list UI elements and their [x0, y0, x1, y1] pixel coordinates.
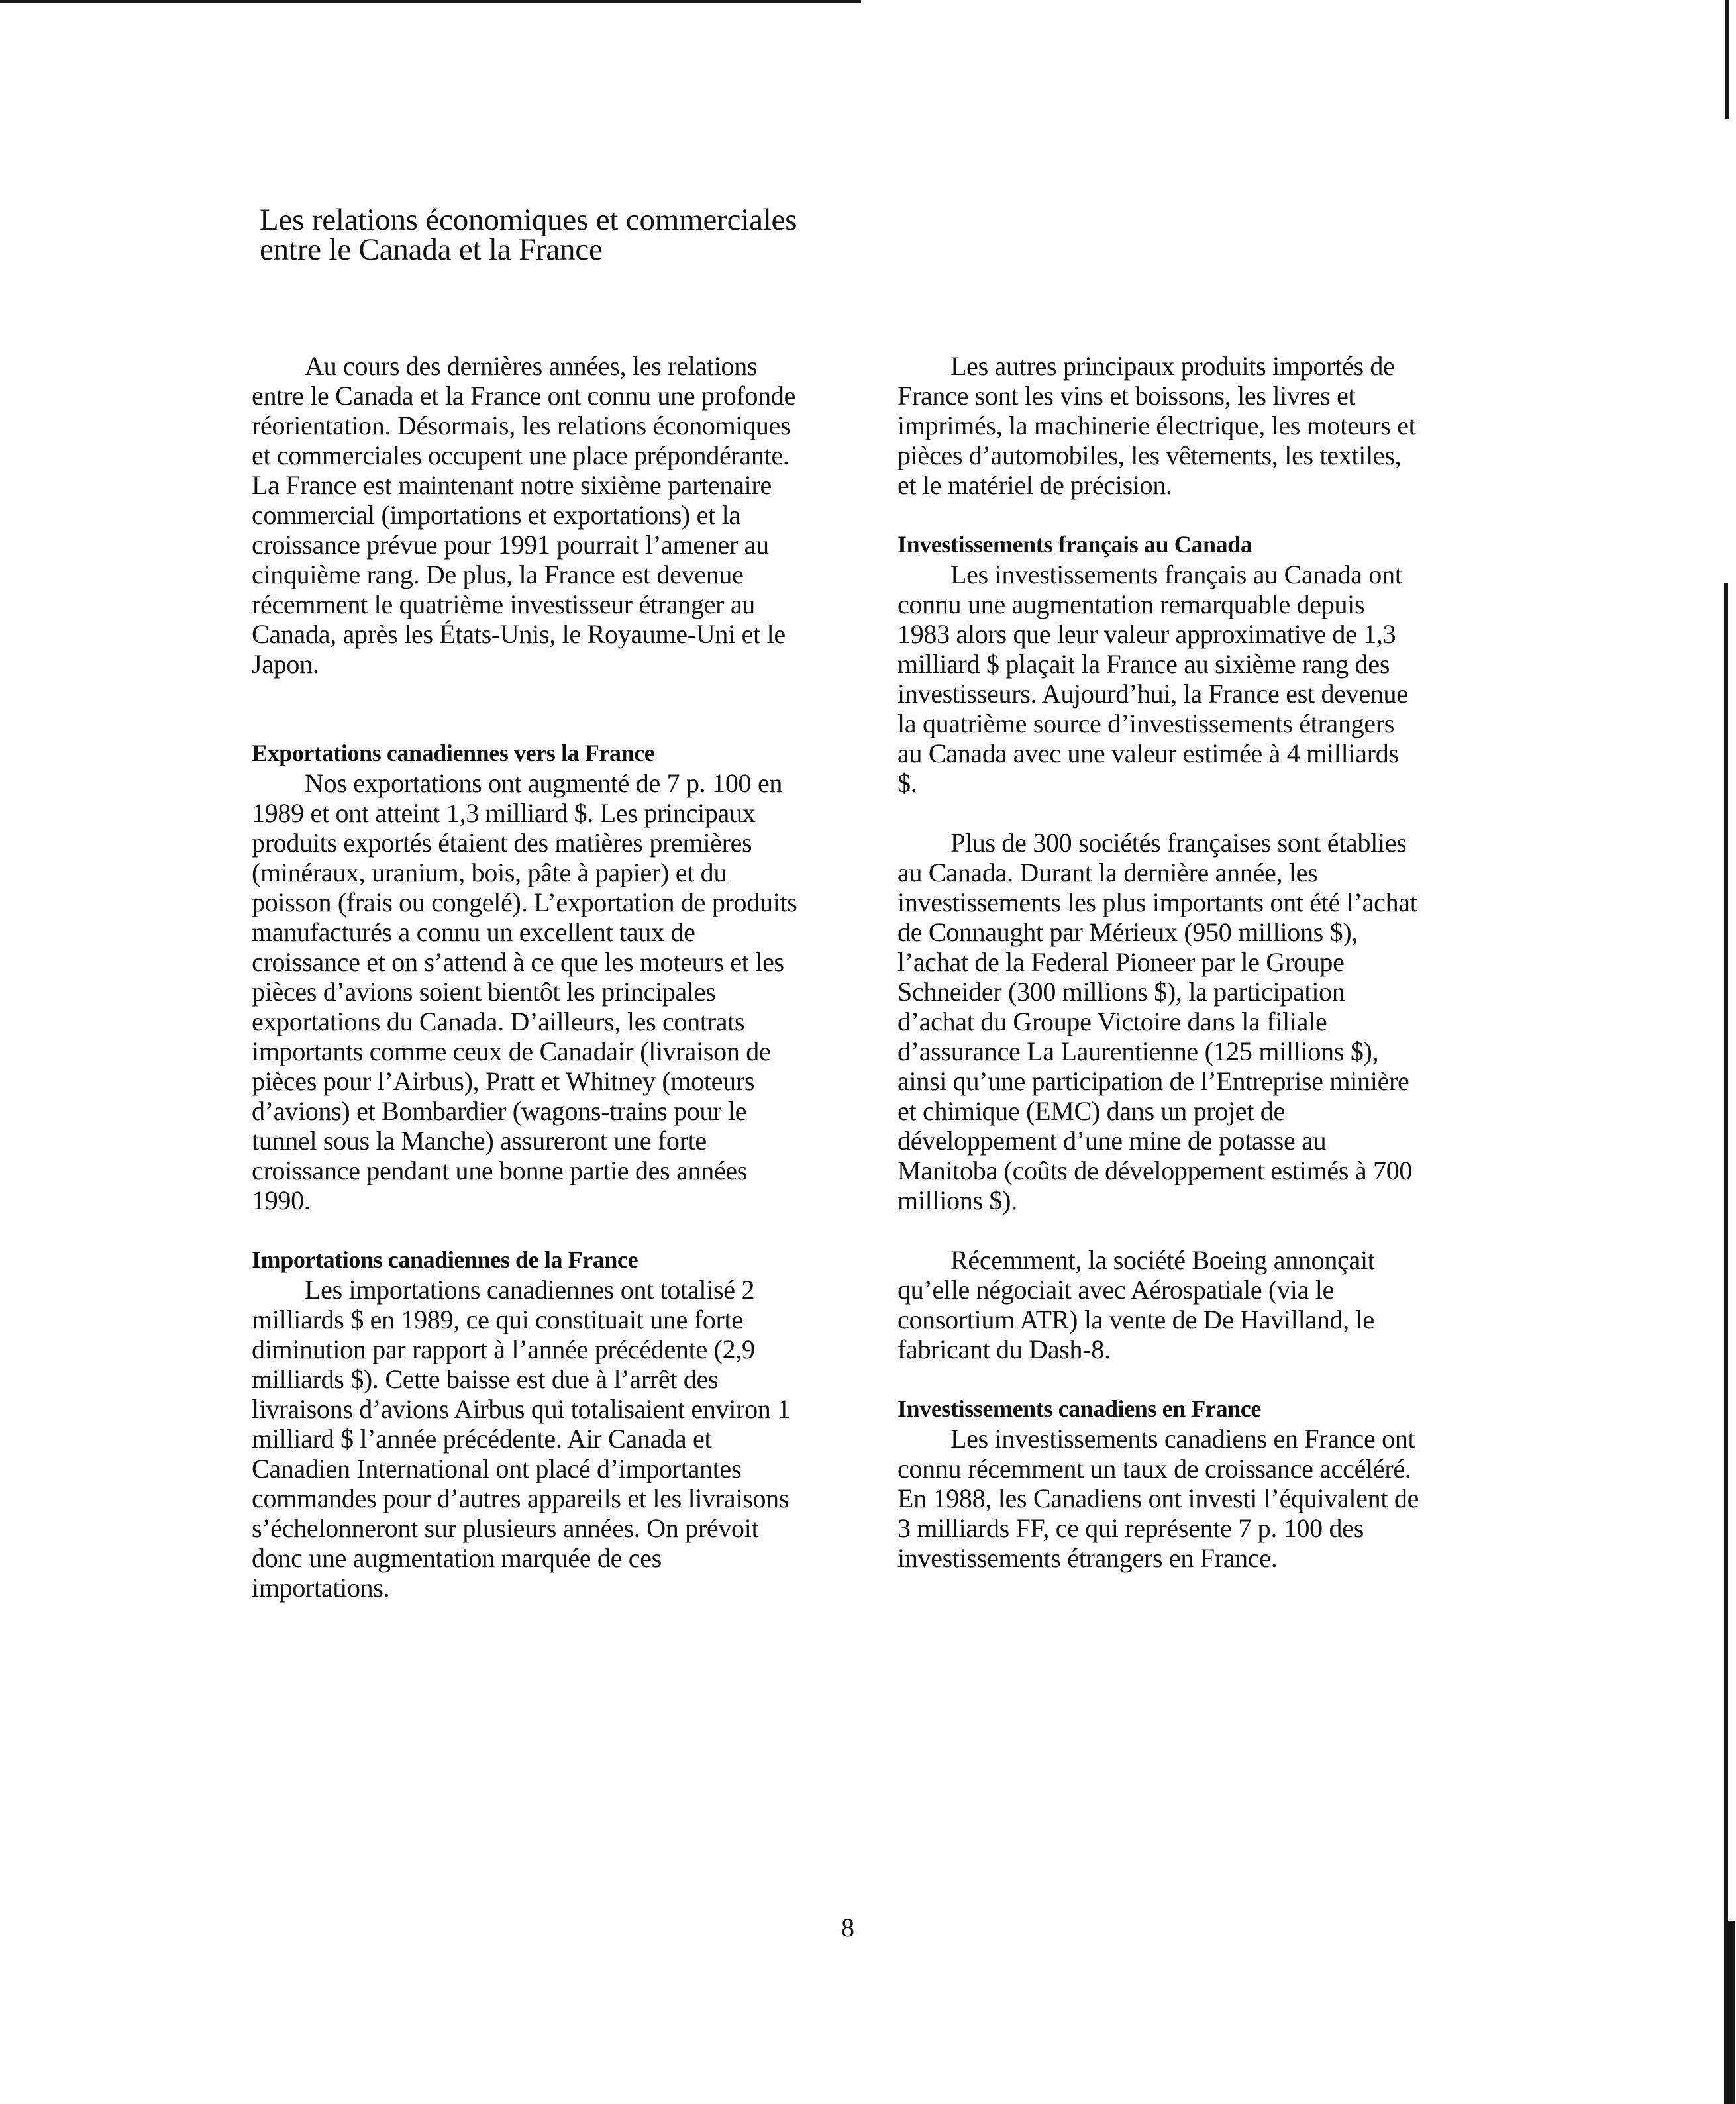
companies-paragraph: Plus de 300 sociétés françaises sont établies au Canada. Durant la dernière année, les investissements les plus importants ont été l’achat de Connaught par Mérieux (950 millions $), l’achat de la Federal Pioneer par le Groupe Schneider (300 millions $), la participation d’achat du Groupe Victoire dans la filiale d’assurance La Laurentienne (125 millions $), ainsi qu’une participation de l’Entreprise minière et chimique (EMC) dans un projet de développement d’une mine de potasse au Manitoba (coûts de développement estimés à 700 millions $). [897, 828, 1417, 1215]
left-column [252, 351, 801, 1603]
canadian-investments-paragraph: Les investissements canadiens en France ont connu récemment un taux de croissance accéléré. En 1988, les Canadiens ont investi l’équivalent de 3 milliards FF, ce qui représente 7 p. 100 des investissements étrangers en France. [897, 1424, 1419, 1573]
canadian-investments-heading: Investissements canadiens en France [897, 1395, 1261, 1422]
imports-paragraph: Les importations canadiennes ont totalisé 2 milliards $ en 1989, ce qui constituait une forte diminution par rapport à l’année précédente (2,9 milliards $). Cette baisse est due à l’arrêt des livraisons d’avions Airbus qui totalisaient environ 1 milliard $ l’année précédente. Air Canada et Canadien International ont placé d’importantes commandes pour d’autres appareils et les livraisons s’échelonneront sur plusieurs années. On prévoit donc une augmentation marquée de ces importations. [252, 1275, 790, 1603]
exports-heading: Exportations canadiennes vers la France [252, 740, 655, 766]
scan-edge-middle [1724, 583, 1728, 2104]
boeing-paragraph: Récemment, la société Boeing annonçait qu’elle négociait avec Aérospatiale (via le consortium ATR) la vente de De Havilland, le fabricant du Dash-8. [897, 1245, 1375, 1364]
imports-heading: Importations canadiennes de la France [252, 1246, 638, 1273]
page-number: 8 [841, 1913, 854, 1942]
scan-edge-bottom [1727, 1921, 1735, 2104]
page-title: Les relations économiques et commerciales entre le Canada et la France [260, 203, 797, 267]
other-products-paragraph: Les autres principaux produits importés de France sont les vins et boissons, les livres et imprimés, la machinerie électrique, les moteurs et pièces d’automobiles, les vêtements, les textiles, et le matériel de précision. [897, 351, 1416, 500]
right-column [897, 351, 1421, 1573]
french-investments-paragraph: Les investissements français au Canada ont connu une augmentation remarquable depuis 1983 alors que leur valeur approximative de 1,3 milliard $ plaçait la France au sixième rang des investisseurs. Aujourd’hui, la France est devenue la quatrième source d’investissements étrangers au Canada avec une valeur estimée à 4 milliards $. [897, 560, 1408, 798]
top-border-line [0, 0, 861, 3]
scan-edge-top [1725, 0, 1729, 119]
exports-paragraph: Nos exportations ont augmenté de 7 p. 100 en 1989 et ont atteint 1,3 milliard $. Les principaux produits exportés étaient des matières premières (minéraux, uranium, bois, pâte à papier) et du poisson (frais ou congelé). L’exportation de produits manufacturés a connu un excellent taux de croissance et on s’attend à ce que les moteurs et les pièces d’avions soient bientôt les principales exportations du Canada. D’ailleurs, les contrats importants comme ceux de Canadair (livraison de pièces pour l’Airbus), Pratt et Whitney (moteurs d’avions) et Bombardier (wagons-trains pour le tunnel sous la Manche) assureront une forte croissance pendant une bonne partie des années 1990. [252, 768, 797, 1215]
french-investments-heading: Investissements français au Canada [897, 531, 1252, 558]
intro-paragraph: Au cours des dernières années, les relations entre le Canada et la France ont connu une profonde réorientation. Désormais, les relations économiques et commerciales occupent une place prépondérante. La France est maintenant notre sixième partenaire commercial (importations et exportations) et la croissance prévue pour 1991 pourrait l’amener au cinquième rang. De plus, la France est devenue récemment le quatrième investisseur étranger au Canada, après les États-Unis, le Royaume-Uni et le Japon. [252, 351, 796, 679]
